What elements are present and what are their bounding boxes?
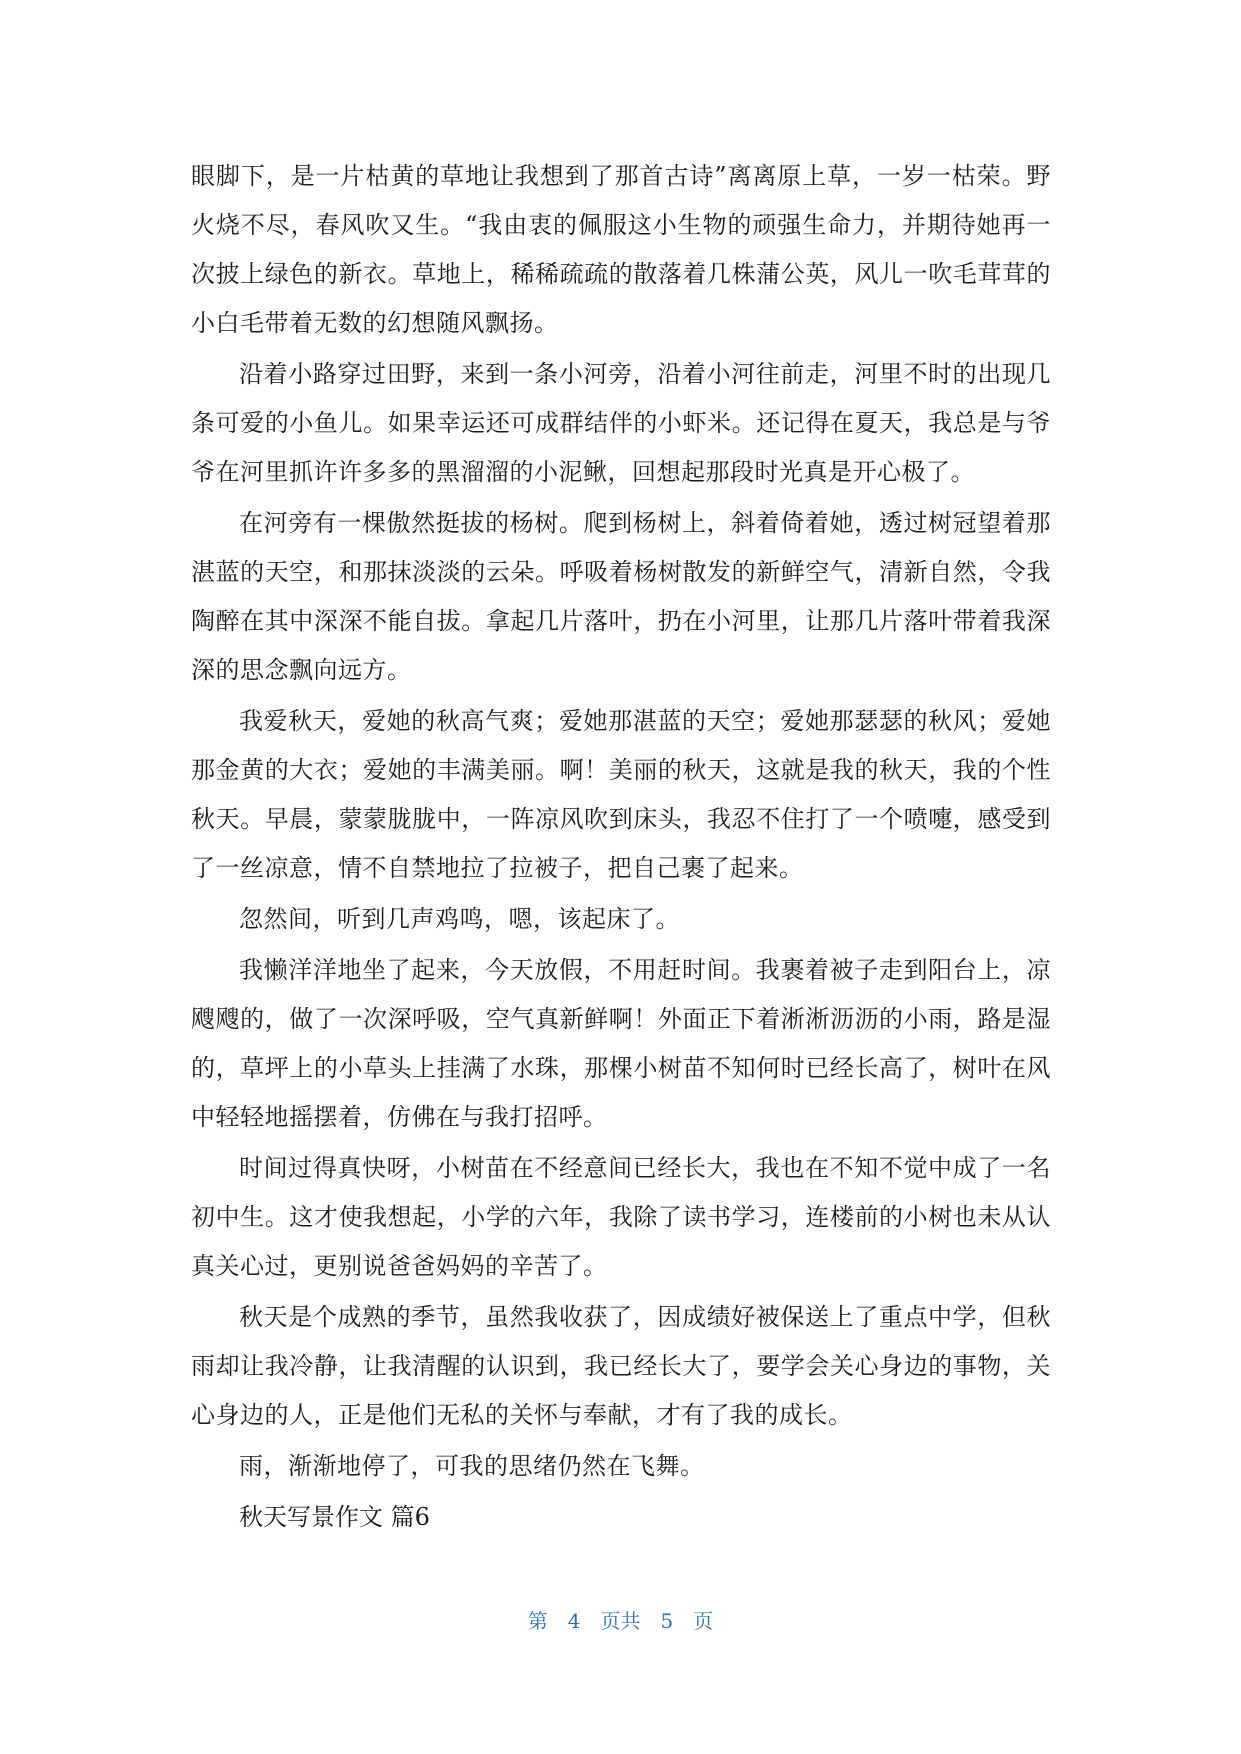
document-body bbox=[191, 152, 1051, 1542]
paragraph-5: 忽然间，听到几声鸡鸣，嗯，该起床了。 bbox=[239, 905, 680, 933]
paragraph-4: 我爱秋天，爱她的秋高气爽；爱她那湛蓝的天空；爱她那瑟瑟的秋风；爱她那金黄的大衣；爱她的丰满美丽。啊！美丽的秋天，这就是我的秋天，我的个性秋天。早晨，蒙蒙胧胧中，一阵凉风吹到床头，我忍不住打了一个喷嚏，感受到了一丝凉意，情不自禁地拉了拉被子，把自己裹了起来。 bbox=[191, 707, 1051, 882]
paragraph-9: 雨，渐渐地停了，可我的思绪仍然在飞舞。 bbox=[239, 1452, 705, 1480]
page-footer bbox=[0, 1605, 1241, 1634]
paragraph-8: 秋天是个成熟的季节，虽然我收获了，因成绩好被保送上了重点中学，但秋雨却让我冷静，让我清醒的认识到，我已经长大了，要学会关心身边的事物，关心身边的人，正是他们无私的关怀与奉献，才有了我的成长。 bbox=[191, 1303, 1051, 1429]
footer-label-ye: 页 bbox=[693, 1609, 714, 1633]
paragraph-7: 时间过得真快呀，小树苗在不经意间已经长大，我也在不知不觉中成了一名初中生。这才使我想起，小学的六年，我除了读书学习，连楼前的小树也未从认真关心过，更别说爸爸妈妈的辛苦了。 bbox=[191, 1154, 1051, 1280]
paragraph-1: 眼脚下，是一片枯黄的草地让我想到了那首古诗”离离原上草，一岁一枯荣。野火烧不尽，春风吹又生。“我由衷的佩服这小生物的顽强生命力，并期待她再一次披上绿色的新衣。草地上，稀稀疏疏的散落着几株蒲公英，风儿一吹毛茸茸的小白毛带着无数的幻想随风飘扬。 bbox=[191, 162, 1051, 337]
section-heading: 秋天写景作文 篇6 bbox=[239, 1503, 430, 1531]
paragraph-3: 在河旁有一棵傲然挺拔的杨树。爬到杨树上，斜着倚着她，透过树冠望着那湛蓝的天空，和那抹淡淡的云朵。呼吸着杨树散发的新鲜空气，清新自然，令我陶醉在其中深深不能自拔。拿起几片落叶，扔在小河里，让那几片落叶带着我深深的思念飘向远方。 bbox=[191, 509, 1051, 684]
paragraph-6: 我懒洋洋地坐了起来，今天放假，不用赶时间。我裹着被子走到阳台上，凉飕飕的，做了一次深呼吸，空气真新鲜啊！外面正下着淅淅沥沥的小雨，路是湿的，草坪上的小草头上挂满了水珠，那棵小树苗不知何时已经长高了，树叶在风中轻轻地摇摆着，仿佛在与我打招呼。 bbox=[191, 956, 1051, 1131]
footer-label-di: 第 bbox=[527, 1609, 548, 1633]
footer-current-page: 4 bbox=[567, 1609, 581, 1633]
footer-total-pages: 5 bbox=[660, 1609, 674, 1633]
footer-label-ye-gong: 页共 bbox=[600, 1609, 641, 1633]
paragraph-2: 沿着小路穿过田野，来到一条小河旁，沿着小河往前走，河里不时的出现几条可爱的小鱼儿。如果幸运还可成群结伴的小虾米。还记得在夏天，我总是与爷爷在河里抓许许多多的黑溜溜的小泥鳅，回想起那段时光真是开心极了。 bbox=[191, 360, 1051, 486]
